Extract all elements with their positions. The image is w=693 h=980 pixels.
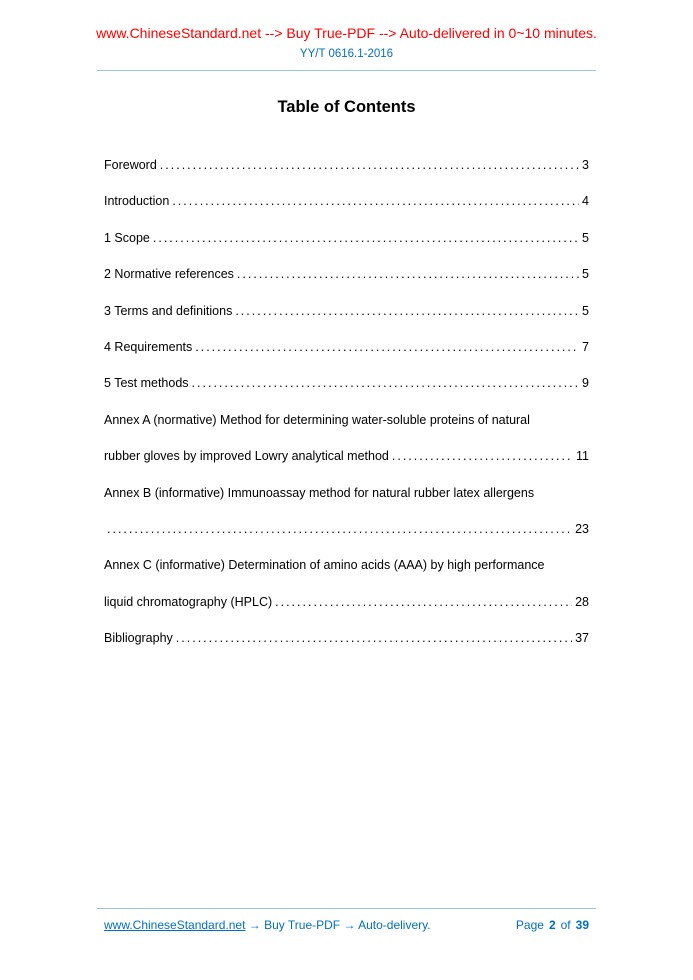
toc-entry-label: 3 Terms and definitions [104, 303, 233, 318]
footer-divider [97, 908, 596, 909]
toc-entry-label: 5 Test methods [104, 376, 189, 391]
toc-entry-bibliography [104, 620, 589, 656]
dot-leader [153, 220, 579, 256]
toc-entry-label: 2 Normative references [104, 267, 234, 282]
toc-entry-scope [104, 220, 589, 256]
toc-entry-line: Annex B (informative) Immunoassay method for natural rubber latex allergens [104, 485, 535, 500]
toc-entry-foreword [104, 147, 589, 183]
toc-page-number: 28 [575, 594, 589, 609]
toc-entry-annex-b [104, 475, 589, 548]
footer-website-link[interactable]: www.ChineseStandard.net [104, 918, 246, 932]
toc-entry-label: liquid chromatography (HPLC) [104, 594, 273, 609]
page-title: Table of Contents [277, 98, 416, 116]
toc-page-number: 4 [582, 194, 589, 209]
dot-leader [235, 293, 579, 329]
toc-page-number: 3 [582, 158, 589, 172]
page-footer [97, 908, 596, 933]
toc-entry-line: Annex C (informative) Determination of amino acids (AAA) by high performance [104, 558, 545, 573]
toc-entry-label: 1 Scope [104, 230, 150, 245]
dot-leader [107, 511, 572, 547]
page-current: 2 [548, 918, 556, 932]
toc-entry-test-methods [104, 365, 589, 401]
toc-entry-introduction [104, 183, 589, 219]
toc-page-number: 5 [582, 303, 589, 318]
toc-entry-requirements [104, 329, 589, 365]
toc-entry-annex-a [104, 402, 589, 475]
toc-entry-label: rubber gloves by improved Lowry analytical method [104, 449, 389, 464]
toc-page-number: 7 [582, 340, 589, 355]
toc-entry-label: Foreword [104, 158, 157, 172]
table-of-contents [104, 147, 589, 657]
toc-page-number: 23 [575, 522, 589, 537]
footer-promo-text: → Buy True-PDF → Auto-delivery. [245, 918, 431, 932]
promo-banner: www.ChineseStandard.net --> Buy True-PDF --> Auto-delivered in 0~10 minutes. [96, 25, 597, 41]
dot-leader [195, 329, 579, 365]
dot-leader [192, 365, 580, 401]
page-total: 39 [575, 918, 589, 932]
dot-leader [172, 183, 579, 219]
toc-entry-last-line [104, 438, 589, 474]
of-label: of [560, 918, 571, 932]
page-label: Page [515, 918, 544, 932]
toc-entry-line: Annex A (normative) Method for determining water-soluble proteins of natural [104, 412, 530, 427]
dot-leader [237, 256, 579, 292]
toc-entry-label: Introduction [104, 194, 170, 209]
toc-page-number: 5 [582, 230, 589, 245]
dot-leader [275, 584, 572, 620]
toc-page-number: 11 [572, 449, 589, 464]
toc-entry-last-line [104, 511, 589, 547]
footer-row [97, 918, 596, 933]
document-number: YY/T 0616.1-2016 [299, 48, 394, 60]
dot-leader [392, 438, 570, 474]
footer-promo [104, 918, 431, 933]
toc-page-number: 9 [582, 376, 589, 391]
toc-entry-label: Bibliography [104, 631, 173, 646]
header-divider [97, 70, 596, 71]
toc-page-number: 5 [582, 267, 589, 282]
toc-entry-label: 4 Requirements [104, 340, 193, 355]
page-indicator [516, 918, 589, 933]
toc-entry-annex-c [104, 547, 589, 620]
dot-leader [160, 147, 579, 183]
toc-entry-terms-definitions [104, 293, 589, 329]
toc-entry-last-line [104, 584, 589, 620]
toc-page-number: 37 [575, 631, 589, 646]
dot-leader [176, 620, 572, 656]
toc-entry-normative-references [104, 256, 589, 292]
